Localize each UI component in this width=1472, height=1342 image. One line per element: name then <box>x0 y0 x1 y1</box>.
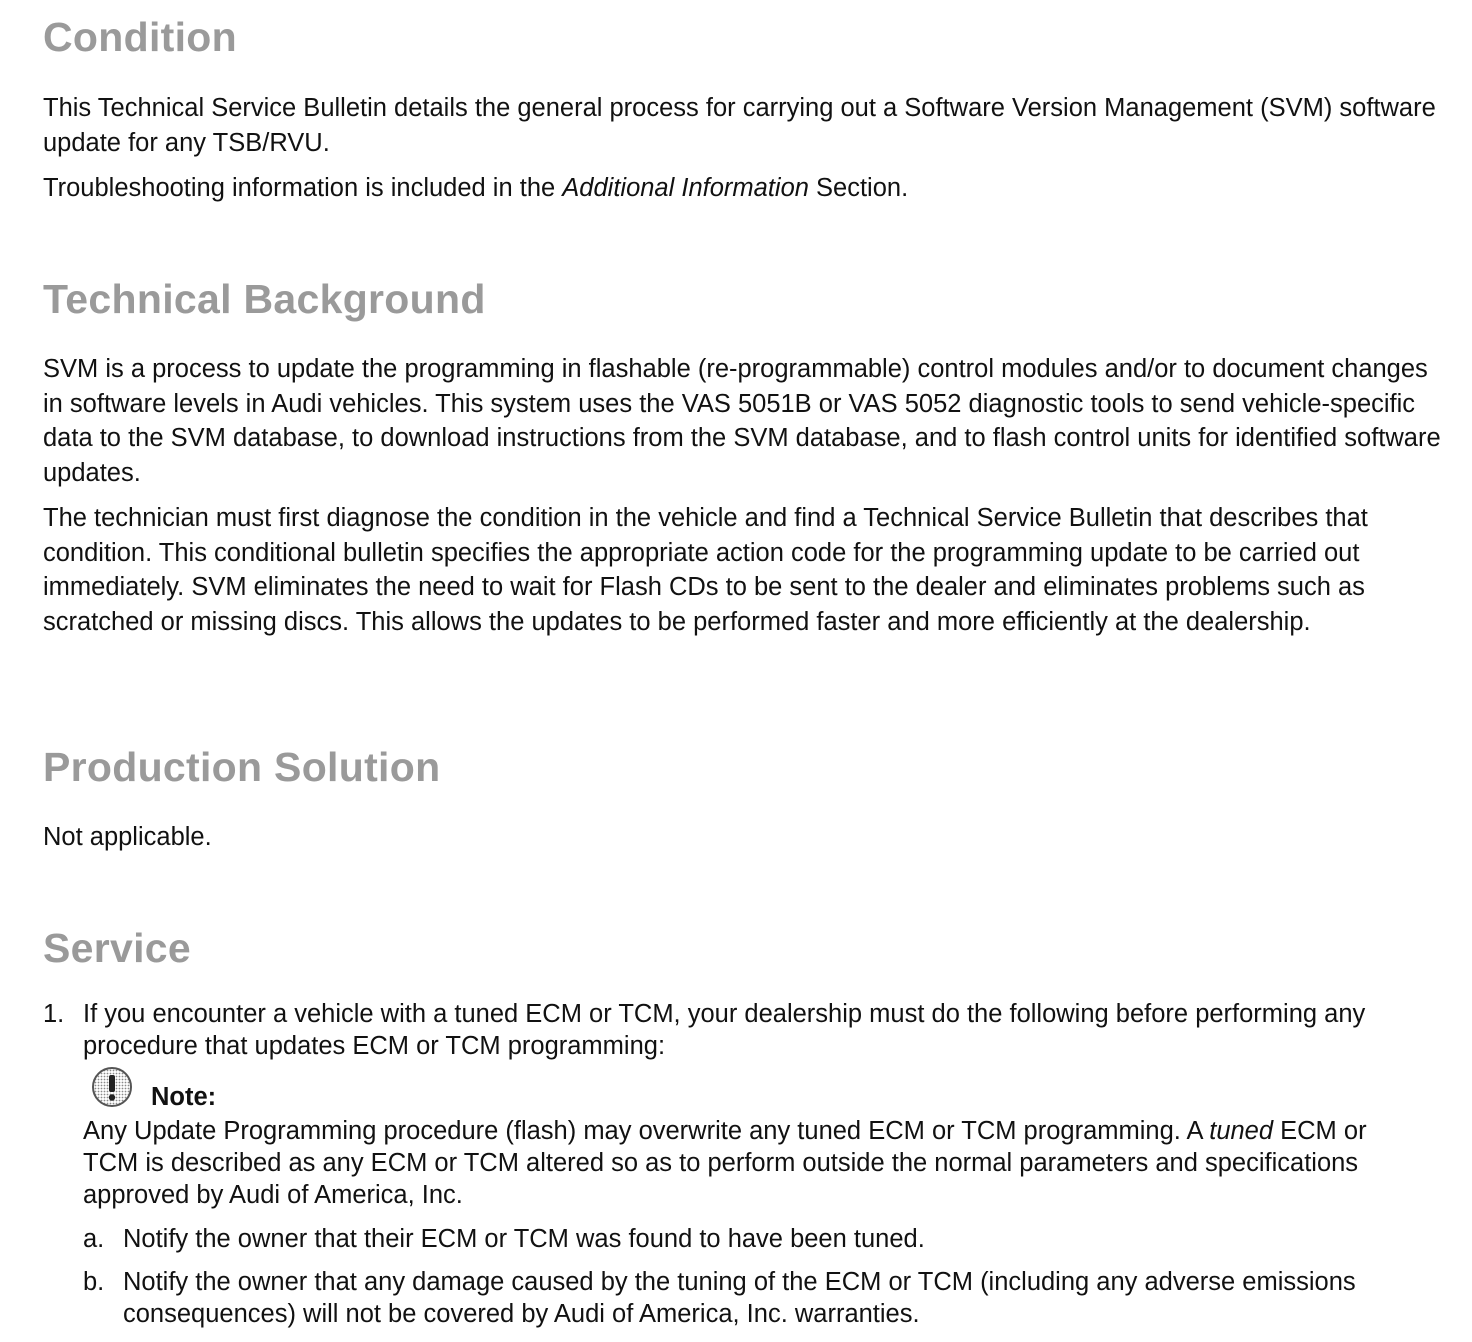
step-1-text: If you encounter a vehicle with a tuned ECM or TCM, your dealership must do the following before performing any procedure that updates ECM or TCM programming: <box>83 1000 1366 1060</box>
note-text <box>83 1115 1423 1211</box>
note-header <box>83 1064 483 1112</box>
sub-step-a-text: Notify the owner that their ECM or TCM was found to have been tuned. <box>123 1225 925 1253</box>
sub-step-b-letter: b. <box>83 1268 105 1296</box>
sub-step-a-letter: a. <box>83 1225 105 1253</box>
additional-information-reference: Additional Information <box>562 174 809 202</box>
condition-paragraph-1: This Technical Service Bulletin details the general process for carrying out a Software Version Management (SVM) software update for any TSB/RVU. <box>43 94 1436 157</box>
condition-paragraph-2-end: Section. <box>808 174 909 202</box>
tuned-term: tuned <box>1209 1117 1274 1145</box>
note-text-start: Any Update Programming procedure (flash) may overwrite any tuned ECM or TCM programming. A <box>83 1117 1210 1145</box>
production-solution-paragraph: Not applicable. <box>43 823 212 851</box>
note-label: Note: <box>151 1083 217 1111</box>
condition-paragraph-2 <box>43 171 1453 206</box>
sub-step-b-text: Notify the owner that any damage caused by the tuning of the ECM or TCM (including any adverse emissions consequences) will not be covered by Audi of America, Inc. warranties. <box>123 1268 1356 1328</box>
condition-heading: Condition <box>43 14 237 60</box>
production-solution-heading: Production Solution <box>43 744 441 790</box>
condition-paragraph-2-text: Troubleshooting information is included in the <box>43 174 563 202</box>
technical-background-paragraph-1: SVM is a process to update the programming in flashable (re-programmable) control modules and/or to document changes in software levels in Audi vehicles. This system uses the VAS 5051B or VAS 5052 diagnostic tools to send vehicle-specific data to the SVM database, to download instructions from the SVM database, and to flash control units for identified software updates. <box>43 355 1441 487</box>
step-1-number: 1. <box>43 1000 65 1028</box>
service-heading: Service <box>43 925 192 971</box>
technical-background-heading: Technical Background <box>43 276 486 322</box>
note-text-end: ECM or TCM is described as any ECM or TCM altered so as to perform outside the normal parameters and specifications approved by Audi of America, Inc. <box>83 1117 1367 1209</box>
exclamation-circle-icon <box>91 1066 133 1108</box>
technical-background-paragraph-2: The technician must first diagnose the condition in the vehicle and find a Technical Service Bulletin that describes that condition. This conditional bulletin specifies the appropriate action code for the programming update to be carried out immediately. SVM eliminates the need to wait for Flash CDs to be sent to the dealer and eliminates problems such as scratched or missing discs. This allows the updates to be performed faster and more efficiently at the dealership. <box>43 504 1368 636</box>
